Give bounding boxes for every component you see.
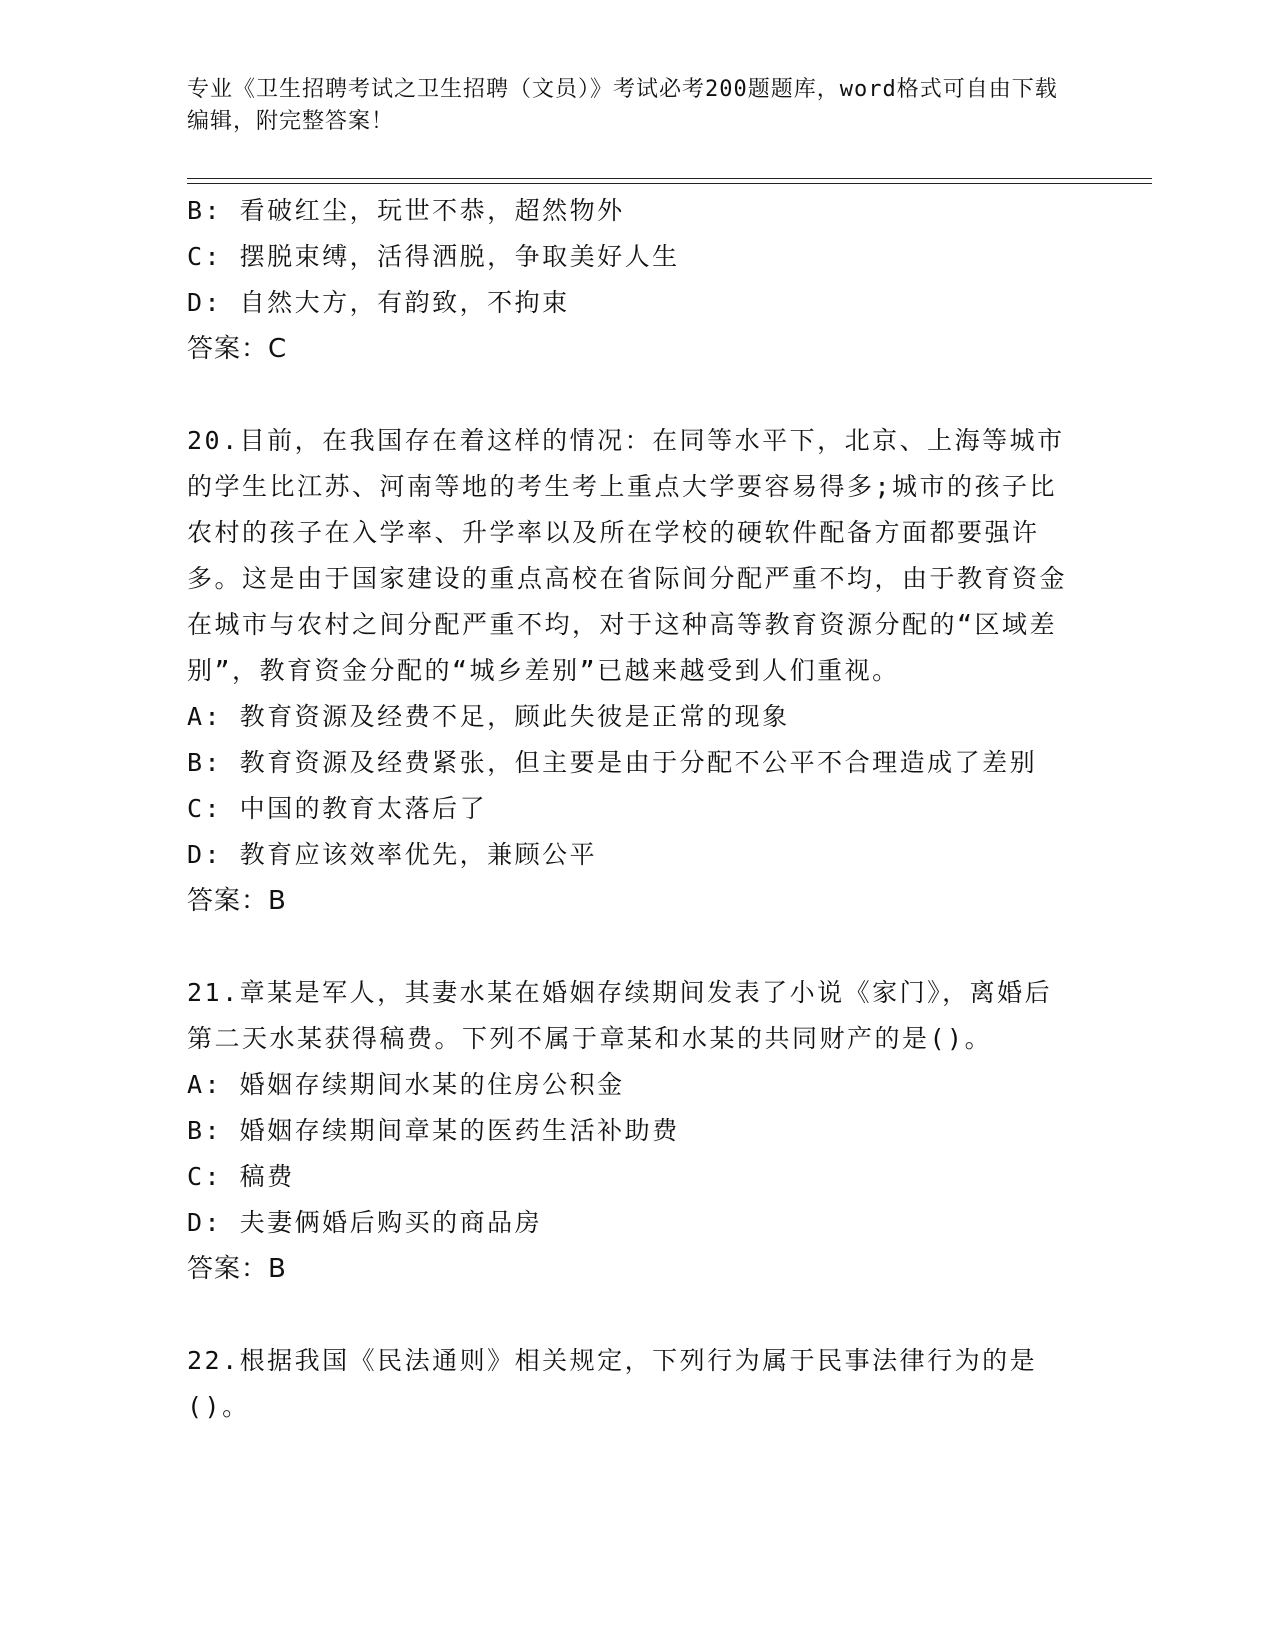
spacer: [187, 924, 1077, 970]
option-c: C: 稿费: [187, 1162, 295, 1191]
question-20: [187, 418, 1077, 924]
answer: 答案：B: [187, 886, 287, 916]
question-21: [187, 970, 1077, 1292]
answer: 答案：B: [187, 1254, 287, 1284]
header-divider-bottom: [187, 183, 1152, 184]
spacer: [187, 1292, 1077, 1338]
option-b: B: 教育资源及经费紧张，但主要是由于分配不公平不合理造成了差别: [187, 748, 1038, 777]
option-b: B: 看破红尘，玩世不恭，超然物外: [187, 196, 625, 225]
question-19-tail: [187, 188, 1077, 372]
option-d: D: 教育应该效率优先，兼顾公平: [187, 840, 598, 869]
question-content: [187, 188, 1077, 1430]
option-b: B: 婚姻存续期间章某的医药生活补助费: [187, 1116, 680, 1145]
header-divider-top: [187, 178, 1152, 179]
spacer: [187, 372, 1077, 418]
option-a: A: 婚姻存续期间水某的住房公积金: [187, 1070, 625, 1099]
document-title: 专业《卫生招聘考试之卫生招聘（文员）》考试必考200题题库，word格式可自由下载编辑，附完整答案！: [187, 77, 1058, 134]
option-c: C: 中国的教育太落后了: [187, 794, 488, 823]
question-22: [187, 1338, 1077, 1430]
option-d: D: 自然大方，有韵致，不拘束: [187, 288, 570, 317]
answer: 答案：C: [187, 334, 288, 364]
question-stem: 20.目前，在我国存在着这样的情况：在同等水平下，北京、上海等城市的学生比江苏、河南等地的考生考上重点大学要容易得多;城市的孩子比农村的孩子在入学率、升学率以及所在学校的硬软件配备方面都要强许多。这是由于国家建设的重点高校在省际间分配严重不均，由于教育资金在城市与农村之间分配严重不均，对于这种高等教育资源分配的“区域差别”，教育资金分配的“城乡差别”已越来越受到人们重视。: [187, 426, 1068, 685]
question-stem: 22.根据我国《民法通则》相关规定，下列行为属于民事法律行为的是()。: [187, 1346, 1038, 1421]
question-stem: 21.章某是军人，其妻水某在婚姻存续期间发表了小说《家门》，离婚后第二天水某获得稿费。下列不属于章某和水某的共同财产的是()。: [187, 978, 1053, 1053]
page-header: [187, 74, 1067, 138]
option-d: D: 夫妻俩婚后购买的商品房: [187, 1208, 543, 1237]
option-c: C: 摆脱束缚，活得洒脱，争取美好人生: [187, 242, 680, 271]
option-a: A: 教育资源及经费不足，顾此失彼是正常的现象: [187, 702, 790, 731]
